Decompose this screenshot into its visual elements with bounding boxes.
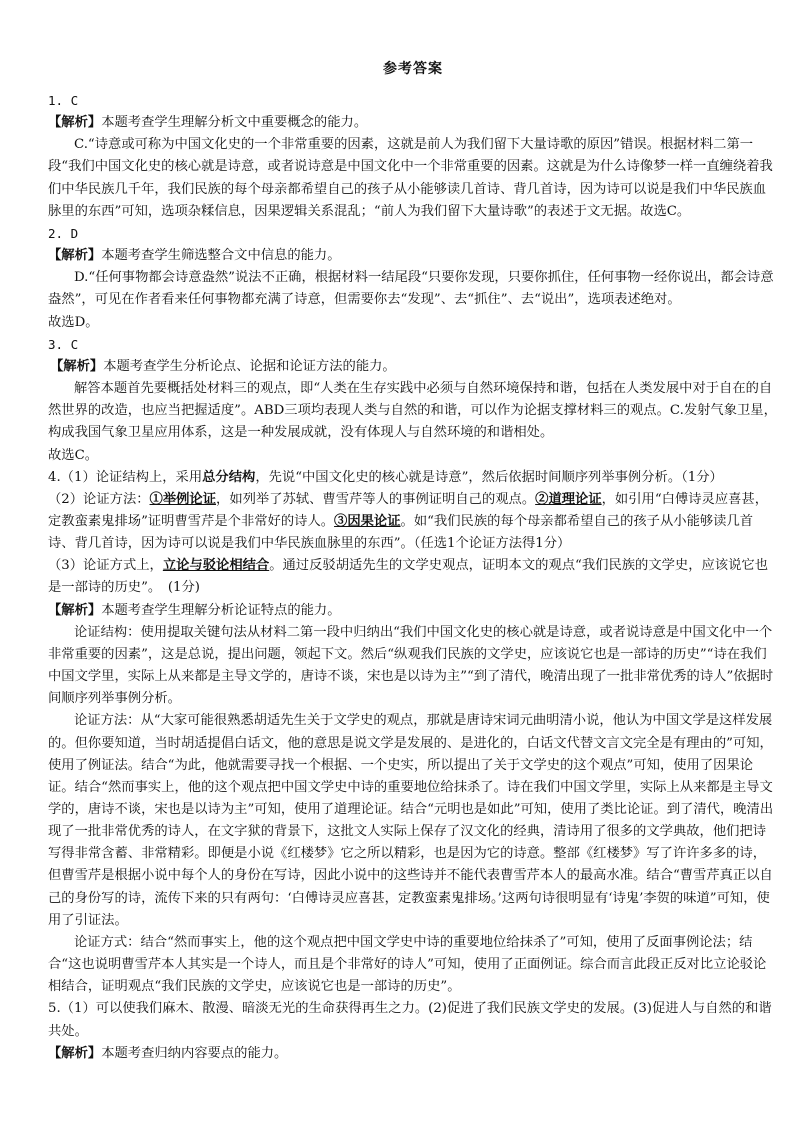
analysis-text: 本题考查学生理解分析论证特点的能力。 (101, 602, 341, 618)
text: ，如列举了苏轼、曹雪芹等人的事例证明自己的观点。 (216, 491, 536, 507)
analysis-tag: 【解析】 (48, 248, 102, 264)
key-term: 总分结构 (202, 469, 256, 485)
text: （3）论证方式上， (48, 558, 163, 574)
key-term: ②道理论证 (535, 491, 602, 507)
q3-conclusion: 故选C。 (48, 447, 99, 463)
q5-answer: 5.（1）可以使我们麻木、散漫、暗淡无光的生命获得再生之力。(2)促进了我们民族文学史的发展。(3)促进人与自然的和谐共处。 (48, 1001, 772, 1039)
q4-methods: 论证方法：从“大家可能很熟悉胡适先生关于文学史的观点，那就是唐诗宋词元曲明清小说，他认为中国文学是这样发展的。但你要知道，当时胡适提倡白话文，他的意思是说文学是发展的、是进化的，白话文代替文言文完全是有理由的”可知，使用了例证法。结合“为此，他就需要寻找一个根据、一个史实，所以提出了关于文学史的这个观点”可知，使用了因果论证。结合“然而事实上，他的这个观点把中国文学史中诗的重要地位给抹杀了。诗在我们中国文学里，实际上从来都是主导文学的，唐诗不谈，宋也是以诗为主”可知，使用了道理论证。结合“元明也是如此”可知，使用了类比论证。到了清代，晚清出现了一批非常优秀的诗人，在文字狱的背景下，这批文人实际上保存了汉文化的经典，清诗用了很多的文学典故，他们把诗写得非常含蓄、非常精彩。即便是小说《红楼梦》它之所以精彩，也是因为它的诗意。整部《红楼梦》写了许许多多的诗，但曹雪芹是根据小说中每个人的身份在写诗，因此小说中的这些诗并不能代表曹雪芹本人的最高水准。结合“曹雪芹真正以自己的身份写的诗，流传下来的只有两句：‘白傅诗灵应喜甚，定教蛮素鬼排场。’这两句诗很明显有‘诗鬼’李贺的味道”可知，使用了引证法。 (48, 713, 774, 928)
analysis-text: 本题考查学生理解分析文中重要概念的能力。 (101, 115, 368, 131)
text: 4.（1）论证结构上，采用 (48, 469, 203, 485)
q1-analysis (48, 112, 778, 134)
q2-answer: 2. D (48, 225, 79, 241)
q5-analysis (48, 1043, 778, 1065)
analysis-tag: 【解析】 (48, 602, 102, 618)
q2-conclusion: 故选D。 (48, 314, 99, 330)
q4-ways: 论证方式：结合“然而事实上，他的这个观点把中国文学史中诗的重要地位给抹杀了”可知，使用了反面事例论法；结合“这也说明曹雪芹本人其实是一个诗人，而且是个非常好的诗人”可知，使用了正面例证。综合而言此段正反对比立论驳论相结合，证明观点“我们民族的文学史，应该说它也是一部诗的历史”。 (48, 934, 767, 995)
text: （2）论证方法： (48, 491, 150, 507)
text: 。如“我们民族的每个母亲都希望自己的孩子从小能够读几首诗、背几首诗，因为诗可以说是我们中华民族血脉里的东西”。（任选1个论证方法得1分） (48, 513, 754, 552)
q4-point-3 (48, 555, 778, 599)
q3-answer: 3. C (48, 336, 79, 352)
analysis-tag: 【解析】 (50, 358, 104, 374)
key-term: ③因果论证 (334, 513, 401, 529)
key-term: ①举例论证 (149, 491, 217, 507)
q4-point-1 (48, 467, 778, 489)
q3-analysis (48, 356, 778, 378)
key-term: 立论与驳论相结合 (162, 558, 270, 574)
q2-analysis (48, 245, 778, 267)
q3-explanation: 解答本题首先要概括处材料三的观点，即“人类在生存实践中必须与自然环境保持和谐，包括在人类发展中对于自在的自然世界的改造，也应当把握适度”。ABD三项均表现人类与自然的和谐，可以作为论据支撑材料三的观点。C.发射气象卫星，构成我国气象卫星应用体系，这是一种发展成就，没有体现人与自然环境的和谐相处。 (48, 381, 777, 441)
page-title: 参考答案 (383, 61, 443, 77)
q4-point-2 (48, 489, 778, 555)
analysis-tag: 【解析】 (48, 115, 102, 131)
q4-analysis (48, 600, 778, 622)
text: ，如引用“白傅诗灵应喜甚，定教蛮素鬼排场”证明曹雪芹是个非常好的诗人。 (48, 491, 769, 529)
q4-structure: 论证结构：使用提取关键句法从材料二第一段中归纳出“我们中国文化史的核心就是诗意，或者说诗意是中国文化中一个非常重要的因素”，这是总说，提出问题，领起下文。然后“纵观我们民族的文学史，应该说它也是一部诗的历史”“诗在我们中国文学里，实际上从来都是主导文学的，唐诗不谈，宋也是以诗为主”“到了清代，晚清出现了一批非常优秀的诗人”依据时间顺序列举事例分析。 (48, 624, 774, 707)
analysis-tag: 【解析】 (48, 1045, 102, 1061)
q2-explanation: D.“任何事物都会诗意盎然”说法不正确，根据材料一结尾段“只要你发现，只要你抓住，任何事物一经你说出，都会诗意盎然”，可见在作者看来任何事物都充满了诗意，但需要你去“发现”、去“抓住”、去“说出”，选项表述绝对。 (48, 270, 774, 308)
q1-explanation: C.“诗意或可称为中国文化史的一个非常重要的因素，这就是前人为我们留下大量诗歌的原因”错误。根据材料二第一段“我们中国文化史的核心就是诗意，或者说诗意是中国文化中一个非常重要的因素。这就是为什么诗像梦一样一直缠绕着我们中华民族几千年，我们民族的每个母亲都希望自己的孩子从小能够读几首诗、背几首诗，因为诗可以说是我们中华民族血脉里的东西”可知，选项杂糅信息，因果逻辑关系混乱；“前人为我们留下大量诗歌”的表述于文无据。故选C。 (48, 137, 773, 219)
analysis-text: 本题考查学生筛选整合文中信息的能力。 (101, 248, 341, 264)
text: ，先说“中国文化史的核心就是诗意”，然后依据时间顺序列举事例分析。（1分） (255, 469, 723, 485)
analysis-text: 本题考查学生分析论点、论据和论证方法的能力。 (103, 358, 396, 374)
analysis-text: 本题考查归纳内容要点的能力。 (101, 1045, 288, 1061)
text: 。通过反驳胡适先生的文学史观点，证明本文的观点“我们民族的文学史，应该说它也是一部诗的历史”。 (1分) (48, 558, 768, 596)
q1-answer: 1. C (48, 93, 79, 108)
answer-document (48, 58, 778, 1065)
